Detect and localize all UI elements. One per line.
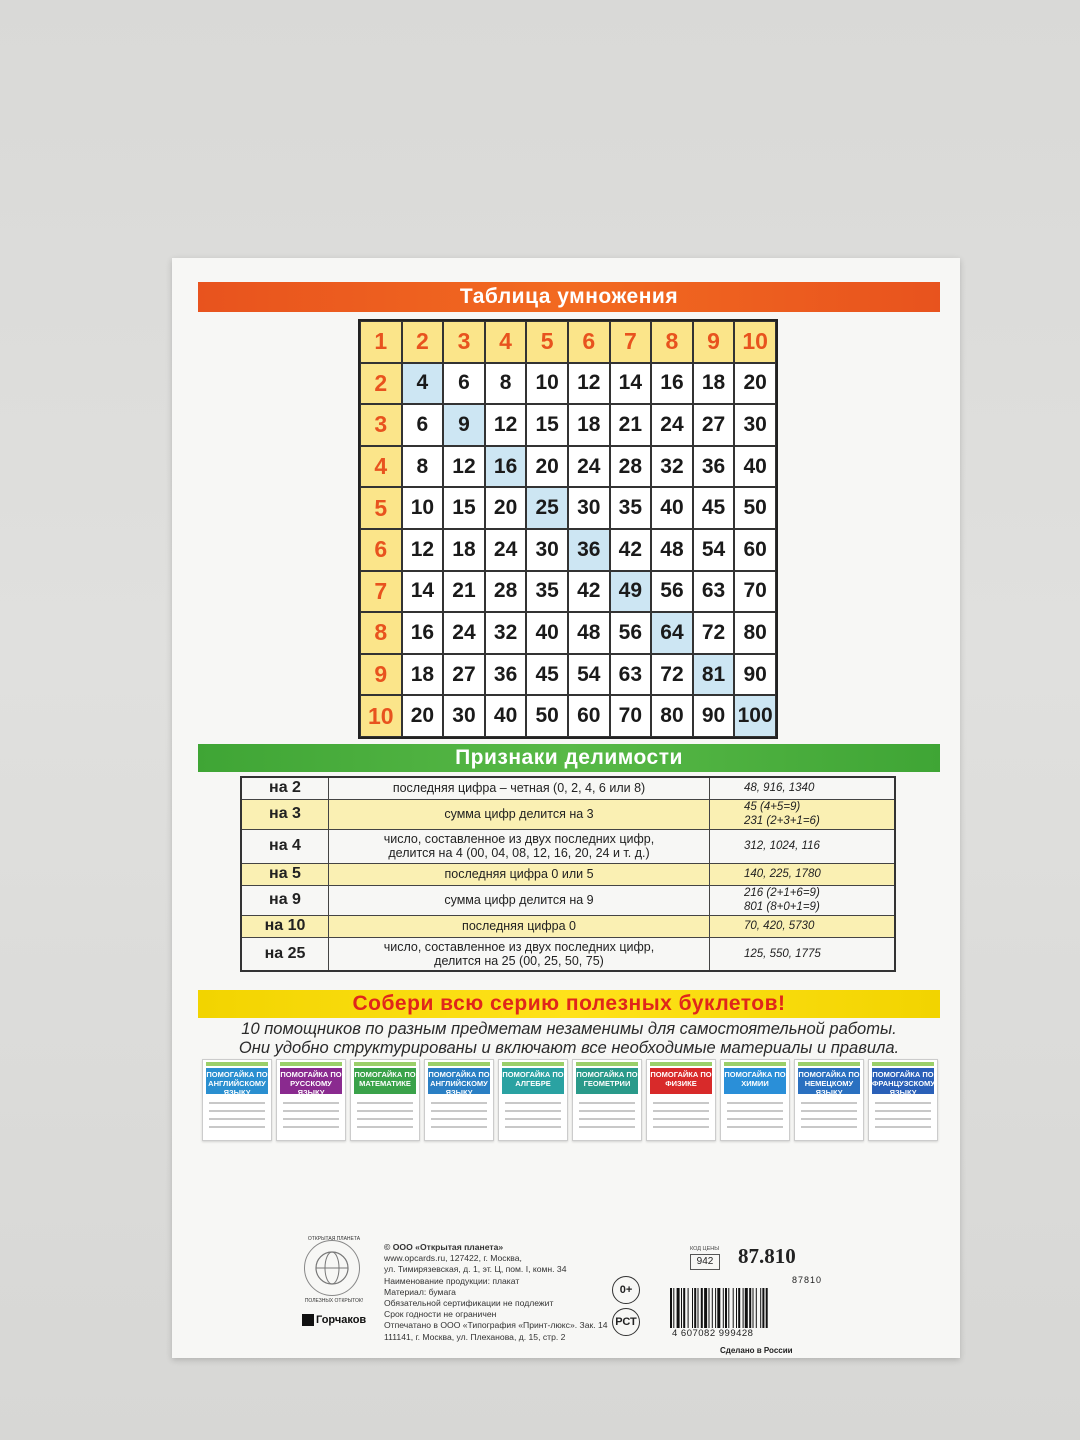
- grid-cell: 30: [526, 529, 568, 571]
- grid-cell: 50: [526, 695, 568, 737]
- divisibility-row: [241, 799, 895, 829]
- grid-header-cell: 3: [443, 321, 485, 363]
- grid-cell: 16: [651, 363, 693, 405]
- grid-cell: 18: [402, 654, 444, 696]
- booklet-content-line: [209, 1110, 265, 1112]
- imprint-line: Наименование продукции: плакат: [384, 1275, 520, 1286]
- grid-cell: 32: [651, 446, 693, 488]
- divisor-label: на 25: [241, 937, 329, 971]
- imprint-line: 111141, г. Москва, ул. Плеханова, д. 15, стр. 2: [384, 1331, 566, 1342]
- series-description: [198, 1020, 940, 1058]
- barcode-bar: [756, 1288, 757, 1328]
- grid-cell: 8: [485, 363, 527, 405]
- grid-cell: 81: [693, 654, 735, 696]
- grid-header-cell: 9: [360, 654, 402, 696]
- barcode-number: 4 607082 999428: [672, 1328, 754, 1339]
- booklet-content-line: [875, 1102, 931, 1104]
- grid-cell: 60: [734, 529, 776, 571]
- grid-cell: 70: [734, 571, 776, 613]
- divisibility-row: [241, 829, 895, 863]
- grid-header-cell: 5: [526, 321, 568, 363]
- grid-cell: 18: [693, 363, 735, 405]
- booklet-page: [172, 258, 960, 1358]
- grid-cell: 70: [610, 695, 652, 737]
- grid-cell: 63: [610, 654, 652, 696]
- barcode-bar: [725, 1288, 727, 1328]
- grid-cell: 24: [485, 529, 527, 571]
- barcode-bar: [701, 1288, 703, 1328]
- divisibility-example: 140, 225, 1780: [710, 863, 896, 885]
- grid-cell: 40: [526, 612, 568, 654]
- divisibility-rule: последняя цифра 0 или 5: [329, 863, 710, 885]
- divisibility-row: [241, 885, 895, 915]
- grid-cell: 9: [443, 404, 485, 446]
- article-number: 87.810: [738, 1244, 796, 1268]
- grid-cell: 48: [651, 529, 693, 571]
- publisher-imprint: [384, 1242, 608, 1343]
- booklet-title: ПОМОГАЙКА ПО АЛГЕБРЕ: [502, 1068, 564, 1094]
- booklet-top-strip: [650, 1062, 712, 1066]
- grid-cell: 10: [402, 487, 444, 529]
- divisibility-rule: последняя цифра – четная (0, 2, 4, 6 или 8): [329, 777, 710, 799]
- booklet-series-row: [202, 1059, 938, 1139]
- booklet-content-line: [431, 1126, 487, 1128]
- divisibility-example: 216 (2+1+6=9) 801 (8+0+1=9): [710, 885, 896, 915]
- barcode-bar: [736, 1288, 737, 1328]
- divisibility-table: [240, 776, 896, 972]
- certification-mark-icon: РСТ: [612, 1308, 640, 1336]
- grid-header-cell: 7: [360, 571, 402, 613]
- grid-cell: 24: [568, 446, 610, 488]
- grid-header-cell: 4: [360, 446, 402, 488]
- grid-cell: 32: [485, 612, 527, 654]
- booklet-content-line: [357, 1126, 413, 1128]
- booklet-content-line: [209, 1126, 265, 1128]
- booklet-content-line: [875, 1118, 931, 1120]
- grid-cell: 16: [402, 612, 444, 654]
- booklet-thumbnail: [350, 1059, 420, 1141]
- grid-cell: 20: [526, 446, 568, 488]
- divisor-label: на 5: [241, 863, 329, 885]
- grid-cell: 40: [734, 446, 776, 488]
- divisor-label: на 9: [241, 885, 329, 915]
- divisibility-row: [241, 937, 895, 971]
- grid-cell: 20: [734, 363, 776, 405]
- multiplication-title: Таблица умножения: [198, 282, 940, 312]
- booklet-content-line: [209, 1118, 265, 1120]
- barcode-bar: [766, 1288, 768, 1328]
- grid-cell: 56: [610, 612, 652, 654]
- globe-logo-icon: [304, 1240, 360, 1296]
- barcode-bar: [704, 1288, 707, 1328]
- grid-cell: 63: [693, 571, 735, 613]
- barcode-bar: [745, 1288, 748, 1328]
- age-rating-badge: 0+: [612, 1276, 640, 1304]
- grid-cell: 48: [568, 612, 610, 654]
- divisibility-example: 48, 916, 1340: [710, 777, 896, 799]
- grid-cell: 36: [485, 654, 527, 696]
- barcode-bar: [677, 1288, 680, 1328]
- barcode-bar: [717, 1288, 720, 1328]
- booklet-top-strip: [206, 1062, 268, 1066]
- grid-cell: 24: [443, 612, 485, 654]
- grid-header-cell: 6: [568, 321, 610, 363]
- booklet-title: ПОМОГАЙКА ПО МАТЕМАТИКЕ: [354, 1068, 416, 1094]
- grid-header-cell: 4: [485, 321, 527, 363]
- barcode-bar: [760, 1288, 761, 1328]
- brand-mark-icon: [302, 1314, 314, 1326]
- grid-cell: 30: [568, 487, 610, 529]
- grid-header-cell: 8: [360, 612, 402, 654]
- grid-cell: 12: [568, 363, 610, 405]
- booklet-content-line: [875, 1126, 931, 1128]
- booklet-thumbnail: [498, 1059, 568, 1141]
- series-title: Собери всю серию полезных буклетов!: [198, 990, 940, 1018]
- grid-cell: 45: [693, 487, 735, 529]
- booklet-title: ПОМОГАЙКА ПО ФИЗИКЕ: [650, 1068, 712, 1094]
- divisor-label: на 3: [241, 799, 329, 829]
- grid-header-cell: 3: [360, 404, 402, 446]
- booklet-title: ПОМОГАЙКА ПО ХИМИИ: [724, 1068, 786, 1094]
- booklet-content-line: [653, 1126, 709, 1128]
- grid-cell: 10: [526, 363, 568, 405]
- barcode-bar: [673, 1288, 674, 1328]
- grid-header-cell: 8: [651, 321, 693, 363]
- divisor-label: на 10: [241, 915, 329, 937]
- grid-header-cell: 1: [360, 321, 402, 363]
- booklet-title: ПОМОГАЙКА ПО ГЕОМЕТРИИ: [576, 1068, 638, 1094]
- booklet-thumbnail: [424, 1059, 494, 1141]
- grid-cell: 27: [693, 404, 735, 446]
- grid-header-cell: 2: [360, 363, 402, 405]
- barcode-bar: [749, 1288, 751, 1328]
- booklet-content-line: [727, 1126, 783, 1128]
- booklet-content-line: [283, 1118, 339, 1120]
- divisibility-example: 70, 420, 5730: [710, 915, 896, 937]
- grid-cell: 24: [651, 404, 693, 446]
- imprint-line: © ООО «Открытая планета»: [384, 1242, 504, 1252]
- grid-cell: 20: [402, 695, 444, 737]
- booklet-content-line: [727, 1102, 783, 1104]
- grid-cell: 40: [651, 487, 693, 529]
- barcode-bar: [709, 1288, 710, 1328]
- grid-cell: 6: [402, 404, 444, 446]
- booklet-content-line: [653, 1110, 709, 1112]
- booklet-top-strip: [724, 1062, 786, 1066]
- barcode-bar: [723, 1288, 724, 1328]
- barcode-bar: [762, 1288, 764, 1328]
- divisibility-example: 312, 1024, 116: [710, 829, 896, 863]
- booklet-title: ПОМОГАЙКА ПО ФРАНЦУЗСКОМУ ЯЗЫКУ: [872, 1070, 935, 1097]
- imprint-line: www.opcards.ru, 127422, г. Москва,: [384, 1253, 522, 1264]
- divisibility-title: Признаки делимости: [198, 744, 940, 772]
- booklet-content-line: [727, 1118, 783, 1120]
- imprint-line: Материал: бумага: [384, 1286, 456, 1297]
- brand-name: Горчаков: [316, 1314, 367, 1326]
- grid-cell: 21: [443, 571, 485, 613]
- grid-cell: 14: [610, 363, 652, 405]
- imprint-line: ул. Тимирязевская, д. 1, эт. Ц, пом. I, комн. 34: [384, 1264, 567, 1275]
- grid-cell: 42: [568, 571, 610, 613]
- publisher-logo-text-bottom: ПОЛЕЗНЫХ ОТКРЫТОК!: [304, 1298, 364, 1304]
- barcode-bar: [715, 1288, 716, 1328]
- brand-logo: [302, 1314, 366, 1326]
- booklet-top-strip: [576, 1062, 638, 1066]
- grid-cell: 12: [485, 404, 527, 446]
- divisibility-rule: сумма цифр делится на 3: [329, 799, 710, 829]
- booklet-thumbnail: [646, 1059, 716, 1141]
- divisibility-row: [241, 863, 895, 885]
- price-code-label: КОД ЦЕНЫ: [690, 1246, 720, 1252]
- booklet-title: ПОМОГАЙКА ПО АНГЛИЙСКОМУ ЯЗЫКУ: [428, 1070, 490, 1097]
- divisibility-rule: последняя цифра 0: [329, 915, 710, 937]
- grid-header-cell: 10: [360, 695, 402, 737]
- grid-cell: 25: [526, 487, 568, 529]
- booklet-title: ПОМОГАЙКА ПО РУССКОМУ ЯЗЫКУ: [280, 1070, 342, 1097]
- grid-cell: 12: [402, 529, 444, 571]
- grid-cell: 15: [443, 487, 485, 529]
- grid-cell: 49: [610, 571, 652, 613]
- grid-cell: 40: [485, 695, 527, 737]
- barcode-small-number: 87810: [792, 1275, 823, 1285]
- grid-cell: 90: [734, 654, 776, 696]
- divisibility-row: [241, 777, 895, 799]
- barcode-bar: [712, 1288, 713, 1328]
- booklet-content-line: [357, 1102, 413, 1104]
- barcode-bar: [738, 1288, 740, 1328]
- booklet-content-line: [579, 1126, 635, 1128]
- barcode-bar: [733, 1288, 734, 1328]
- booklet-content-line: [357, 1118, 413, 1120]
- grid-cell: 21: [610, 404, 652, 446]
- barcode-bar: [688, 1288, 689, 1328]
- booklet-thumbnail: [202, 1059, 272, 1141]
- grid-cell: 20: [485, 487, 527, 529]
- booklet-content-line: [505, 1126, 561, 1128]
- grid-header-cell: 9: [693, 321, 735, 363]
- grid-cell: 18: [568, 404, 610, 446]
- publisher-logo-text-top: ОТКРЫТАЯ ПЛАНЕТА: [307, 1236, 361, 1242]
- booklet-content-line: [431, 1110, 487, 1112]
- grid-cell: 16: [485, 446, 527, 488]
- booklet-content-line: [357, 1110, 413, 1112]
- grid-header-cell: 5: [360, 487, 402, 529]
- booklet-content-line: [579, 1118, 635, 1120]
- grid-header-cell: 10: [734, 321, 776, 363]
- booklet-thumbnail: [276, 1059, 346, 1141]
- booklet-content-line: [727, 1110, 783, 1112]
- grid-cell: 60: [568, 695, 610, 737]
- grid-cell: 36: [693, 446, 735, 488]
- grid-cell: 4: [402, 363, 444, 405]
- barcode-bar: [728, 1288, 729, 1328]
- booklet-content-line: [505, 1118, 561, 1120]
- booklet-content-line: [801, 1110, 857, 1112]
- series-description-line-1: 10 помощников по разным предметам незаменимы для самостоятельной работы.: [241, 1020, 897, 1038]
- grid-cell: 8: [402, 446, 444, 488]
- barcode-bar: [692, 1288, 693, 1328]
- booklet-content-line: [283, 1110, 339, 1112]
- divisibility-example: 45 (4+5=9) 231 (2+3+1=6): [710, 799, 896, 829]
- grid-cell: 28: [610, 446, 652, 488]
- booklet-thumbnail: [794, 1059, 864, 1141]
- grid-cell: 6: [443, 363, 485, 405]
- booklet-content-line: [505, 1110, 561, 1112]
- barcode-bar: [698, 1288, 699, 1328]
- booklet-content-line: [431, 1102, 487, 1104]
- grid-header-cell: 7: [610, 321, 652, 363]
- booklet-content-line: [653, 1102, 709, 1104]
- imprint-line: Срок годности не ограничен: [384, 1309, 497, 1320]
- barcode-bar: [753, 1288, 754, 1328]
- booklet-top-strip: [872, 1062, 934, 1066]
- divisor-label: на 2: [241, 777, 329, 799]
- booklet-top-strip: [280, 1062, 342, 1066]
- booklet-title: ПОМОГАЙКА ПО АНГЛИЙСКОМУ ЯЗЫКУ: [206, 1070, 268, 1097]
- imprint-line: Обязательной сертификации не подлежит: [384, 1298, 554, 1309]
- grid-cell: 45: [526, 654, 568, 696]
- booklet-content-line: [283, 1102, 339, 1104]
- grid-header-cell: 6: [360, 529, 402, 571]
- grid-cell: 18: [443, 529, 485, 571]
- grid-cell: 72: [651, 654, 693, 696]
- grid-cell: 35: [526, 571, 568, 613]
- imprint-line: Отпечатано в ООО «Типография «Принт-люкс». Зак. 14: [384, 1320, 608, 1331]
- grid-cell: 35: [610, 487, 652, 529]
- grid-cell: 64: [651, 612, 693, 654]
- booklet-content-line: [801, 1126, 857, 1128]
- divisor-label: на 4: [241, 829, 329, 863]
- grid-cell: 12: [443, 446, 485, 488]
- grid-cell: 100: [734, 695, 776, 737]
- barcode-bar: [681, 1288, 682, 1328]
- grid-cell: 15: [526, 404, 568, 446]
- barcode-bar: [743, 1288, 744, 1328]
- booklet-thumbnail: [720, 1059, 790, 1141]
- booklet-content-line: [505, 1102, 561, 1104]
- grid-cell: 80: [734, 612, 776, 654]
- divisibility-rule: сумма цифр делится на 9: [329, 885, 710, 915]
- grid-header-cell: 2: [402, 321, 444, 363]
- grid-cell: 28: [485, 571, 527, 613]
- booklet-content-line: [801, 1118, 857, 1120]
- grid-cell: 72: [693, 612, 735, 654]
- booklet-title: ПОМОГАЙКА ПО НЕМЕЦКОМУ ЯЗЫКУ: [798, 1070, 860, 1097]
- grid-cell: 90: [693, 695, 735, 737]
- booklet-content-line: [579, 1102, 635, 1104]
- grid-cell: 50: [734, 487, 776, 529]
- grid-cell: 27: [443, 654, 485, 696]
- made-in-label: Сделано в России: [720, 1346, 793, 1355]
- series-description-line-2: Они удобно структурированы и включают все необходимые материалы и правила.: [238, 1039, 900, 1057]
- grid-cell: 54: [568, 654, 610, 696]
- booklet-top-strip: [502, 1062, 564, 1066]
- grid-cell: 56: [651, 571, 693, 613]
- price-code-value: 942: [690, 1254, 720, 1270]
- grid-cell: 54: [693, 529, 735, 571]
- grid-cell: 30: [734, 404, 776, 446]
- grid-cell: 80: [651, 695, 693, 737]
- grid-cell: 42: [610, 529, 652, 571]
- booklet-content-line: [653, 1118, 709, 1120]
- barcode-bar: [683, 1288, 685, 1328]
- booklet-content-line: [579, 1110, 635, 1112]
- multiplication-grid: [358, 319, 778, 739]
- booklet-top-strip: [428, 1062, 490, 1066]
- booklet-content-line: [209, 1102, 265, 1104]
- grid-cell: 14: [402, 571, 444, 613]
- booklet-thumbnail: [572, 1059, 642, 1141]
- booklet-top-strip: [798, 1062, 860, 1066]
- booklet-content-line: [801, 1102, 857, 1104]
- booklet-content-line: [875, 1110, 931, 1112]
- barcode-icon: [668, 1288, 806, 1328]
- grid-cell: 30: [443, 695, 485, 737]
- barcode-bar: [694, 1288, 696, 1328]
- booklet-content-line: [283, 1126, 339, 1128]
- divisibility-example: 125, 550, 1775: [710, 937, 896, 971]
- grid-cell: 36: [568, 529, 610, 571]
- booklet-content-line: [431, 1118, 487, 1120]
- barcode-bar: [670, 1288, 672, 1328]
- booklet-thumbnail: [868, 1059, 938, 1141]
- booklet-top-strip: [354, 1062, 416, 1066]
- divisibility-rule: число, составленное из двух последних цифр, делится на 4 (00, 04, 08, 12, 16, 20, 24 и т. д.): [329, 829, 710, 863]
- divisibility-rule: число, составленное из двух последних цифр, делится на 25 (00, 25, 50, 75): [329, 937, 710, 971]
- divisibility-row: [241, 915, 895, 937]
